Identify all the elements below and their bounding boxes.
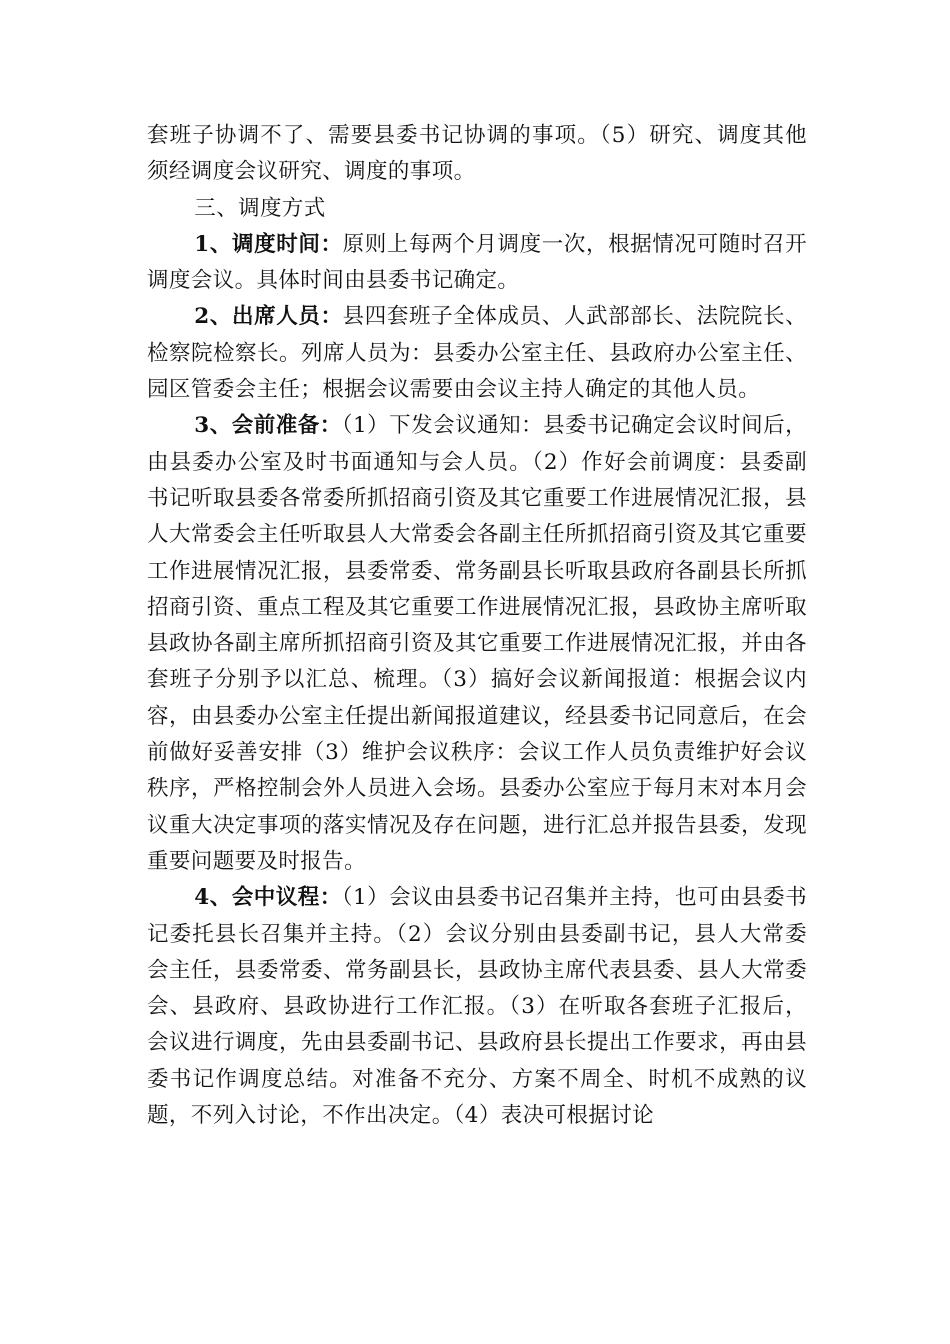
paragraph-continuation bbox=[147, 118, 807, 191]
paragraph-label: 4、会中议程： bbox=[194, 885, 342, 911]
paragraph-text: 县四套班子全体成员、人武部部长、法院院长、检察院检察长。列席人员为：县委办公室主任、县政府办公室主任、园区管委会主任；根据会议需要由会议主持人确定的其他人员。 bbox=[147, 304, 807, 403]
paragraph-label: 1、调度时间： bbox=[194, 231, 343, 257]
section-heading-text: 三、调度方式 bbox=[194, 195, 326, 221]
paragraph-text: （1）会议由县委书记召集并主持，也可由县委书记委托县长召集并主持。（2）会议分别由县委副书记，县人大常委会主任，县委常委、常务副县长，县政协主席代表县委、县人大常委会、县政府、县政协进行工作汇报。（3）在听取各套班子汇报后，会议进行调度，先由县委副书记、县政府县长提出工作要求，再由县委书记作调度总结。对准备不充分、方案不周全、时机不成熟的议题，不列入讨论，不作出决定。（4）表决可根据讨论 bbox=[147, 885, 807, 1129]
paragraph-label: 2、出席人员： bbox=[194, 304, 343, 330]
paragraph-attendees bbox=[147, 299, 807, 408]
paragraph-schedule-time bbox=[147, 227, 807, 300]
document-body bbox=[147, 118, 807, 1134]
paragraph-text: 原则上每两个月调度一次，根据情况可随时召开调度会议。具体时间由县委书记确定。 bbox=[147, 231, 807, 294]
paragraph-text: （1）下发会议通知：县委书记确定会议时间后，由县委办公室及时书面通知与会人员。（2）作好会前调度：县委副书记听取县委各常委所抓招商引资及其它重要工作进展情况汇报，县人大常委会主任听取县人大常委会各副主任所抓招商引资及其它重要工作进展情况汇报，县委常委、常务副县长听取县政府各副县长所抓招商引资、重点工程及其它重要工作进展情况汇报，县政协主席听取县政协各副主席所抓招商引资及其它重要工作进展情况汇报，并由各套班子分别予以汇总、梳理。（3）搞好会议新闻报道：根据会议内容，由县委办公室主任提出新闻报道建议，经县委书记同意后，在会前做好妥善安排（3）维护会议秩序：会议工作人员负责维护好会议秩序，严格控制会外人员进入会场。县委办公室应于每月末对本月会议重大决定事项的落实情况及存在问题，进行汇总并报告县委，发现重要问题要及时报告。 bbox=[147, 413, 807, 874]
section-heading-3 bbox=[147, 191, 807, 227]
paragraph-preparation bbox=[147, 408, 807, 880]
paragraph-agenda bbox=[147, 880, 807, 1134]
paragraph-label: 3、会前准备： bbox=[194, 413, 342, 439]
paragraph-text: 套班子协调不了、需要县委书记协调的事项。（5）研究、调度其他须经调度会议研究、调度的事项。 bbox=[147, 123, 807, 185]
